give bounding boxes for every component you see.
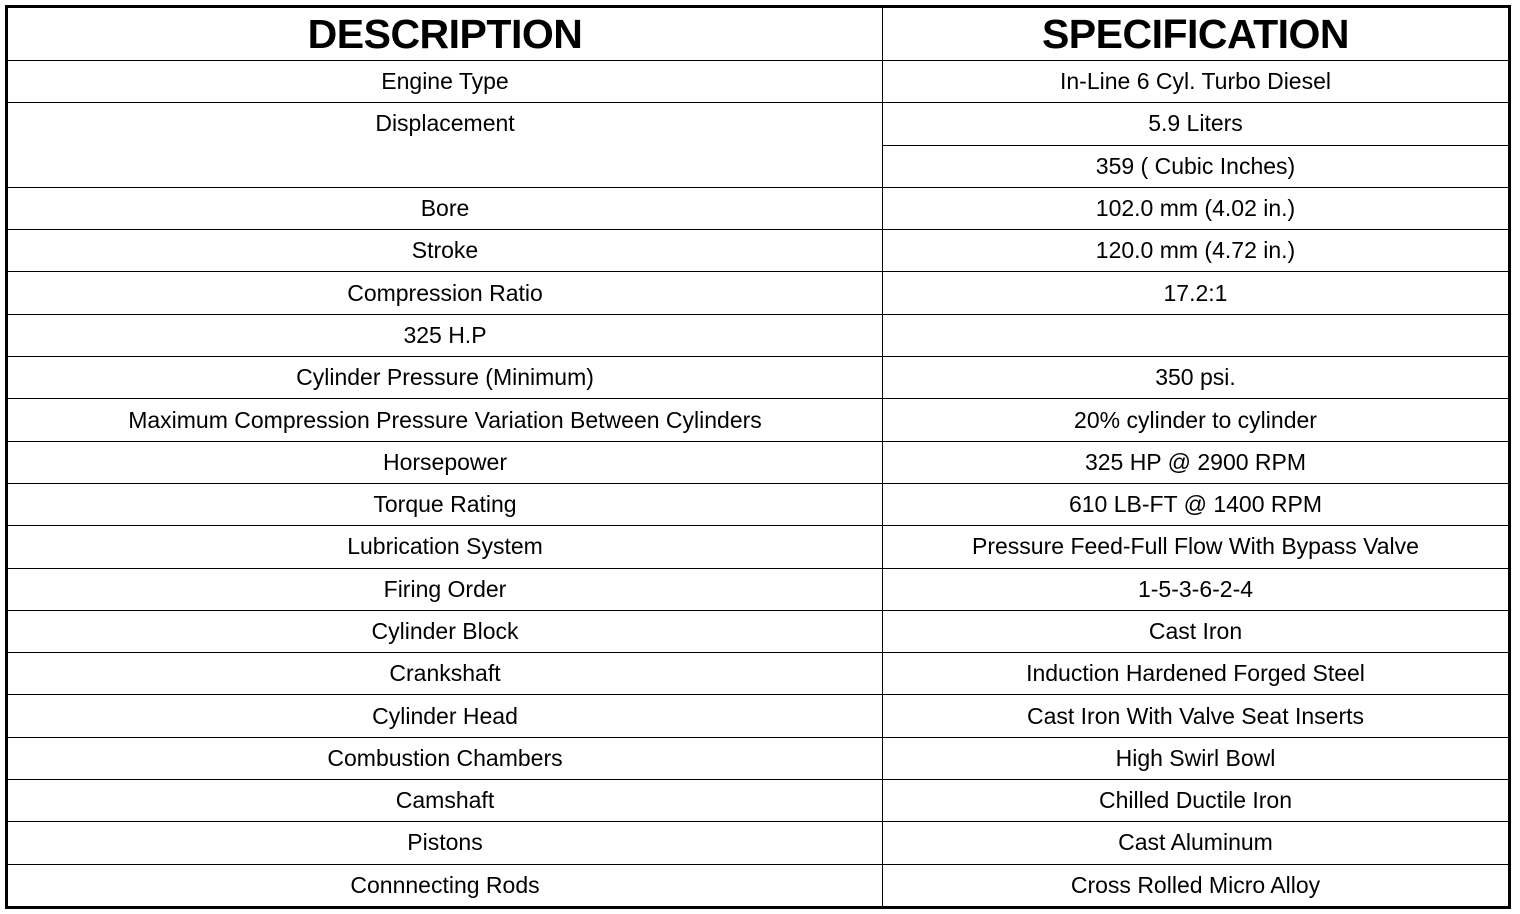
table-row: [7, 357, 1510, 399]
specification-cell: 1-5-3-6-2-4: [883, 568, 1510, 610]
specification-cell: 120.0 mm (4.72 in.): [883, 230, 1510, 272]
specification-cell: High Swirl Bowl: [883, 737, 1510, 779]
description-cell: Camshaft: [7, 780, 883, 822]
specification-cell: [883, 314, 1510, 356]
specification-cell: Cast Iron: [883, 610, 1510, 652]
table-row: [7, 314, 1510, 356]
table-row: [7, 272, 1510, 314]
specification-cell: Cast Aluminum: [883, 822, 1510, 864]
description-cell: Firing Order: [7, 568, 883, 610]
description-cell: Bore: [7, 187, 883, 229]
table-row: [7, 187, 1510, 229]
table-row: [7, 483, 1510, 525]
table-row: [7, 230, 1510, 272]
header-row: [7, 7, 1510, 61]
table-row: [7, 526, 1510, 568]
description-cell: Combustion Chambers: [7, 737, 883, 779]
specification-cell: 325 HP @ 2900 RPM: [883, 441, 1510, 483]
description-cell: Pistons: [7, 822, 883, 864]
specification-header: SPECIFICATION: [883, 7, 1510, 61]
table-row: [7, 695, 1510, 737]
specification-cell: Cast Iron With Valve Seat Inserts: [883, 695, 1510, 737]
table-row: [7, 610, 1510, 652]
specification-cell: In-Line 6 Cyl. Turbo Diesel: [883, 61, 1510, 103]
table-row: [7, 441, 1510, 483]
table-row: [7, 653, 1510, 695]
table-row: [7, 864, 1510, 907]
specification-cell: 17.2:1: [883, 272, 1510, 314]
description-cell: Crankshaft: [7, 653, 883, 695]
description-cell: Horsepower: [7, 441, 883, 483]
table-row: [7, 103, 1510, 145]
table-row: [7, 780, 1510, 822]
specification-cell: Chilled Ductile Iron: [883, 780, 1510, 822]
specification-cell: 350 psi.: [883, 357, 1510, 399]
description-cell: Cylinder Head: [7, 695, 883, 737]
description-header: DESCRIPTION: [7, 7, 883, 61]
description-cell: Maximum Compression Pressure Variation Between Cylinders: [7, 399, 883, 441]
table-row: [7, 737, 1510, 779]
specification-cell: 20% cylinder to cylinder: [883, 399, 1510, 441]
description-cell: Cylinder Pressure (Minimum): [7, 357, 883, 399]
specification-cell: 359 ( Cubic Inches): [883, 145, 1510, 187]
specification-cell: 610 LB-FT @ 1400 RPM: [883, 483, 1510, 525]
description-cell: Compression Ratio: [7, 272, 883, 314]
description-cell: Lubrication System: [7, 526, 883, 568]
table-row: [7, 568, 1510, 610]
engine-spec-table: [5, 5, 1511, 909]
specification-cell: Pressure Feed-Full Flow With Bypass Valve: [883, 526, 1510, 568]
table-row: [7, 822, 1510, 864]
description-cell: 325 H.P: [7, 314, 883, 356]
description-cell: Torque Rating: [7, 483, 883, 525]
description-cell: Engine Type: [7, 61, 883, 103]
description-cell: Stroke: [7, 230, 883, 272]
description-cell: Displacement: [7, 103, 883, 188]
description-cell: Connnecting Rods: [7, 864, 883, 907]
table-row: [7, 61, 1510, 103]
specification-cell: Cross Rolled Micro Alloy: [883, 864, 1510, 907]
specification-cell: Induction Hardened Forged Steel: [883, 653, 1510, 695]
description-cell: Cylinder Block: [7, 610, 883, 652]
specification-cell: 102.0 mm (4.02 in.): [883, 187, 1510, 229]
specification-cell: 5.9 Liters: [883, 103, 1510, 145]
table-row: [7, 399, 1510, 441]
